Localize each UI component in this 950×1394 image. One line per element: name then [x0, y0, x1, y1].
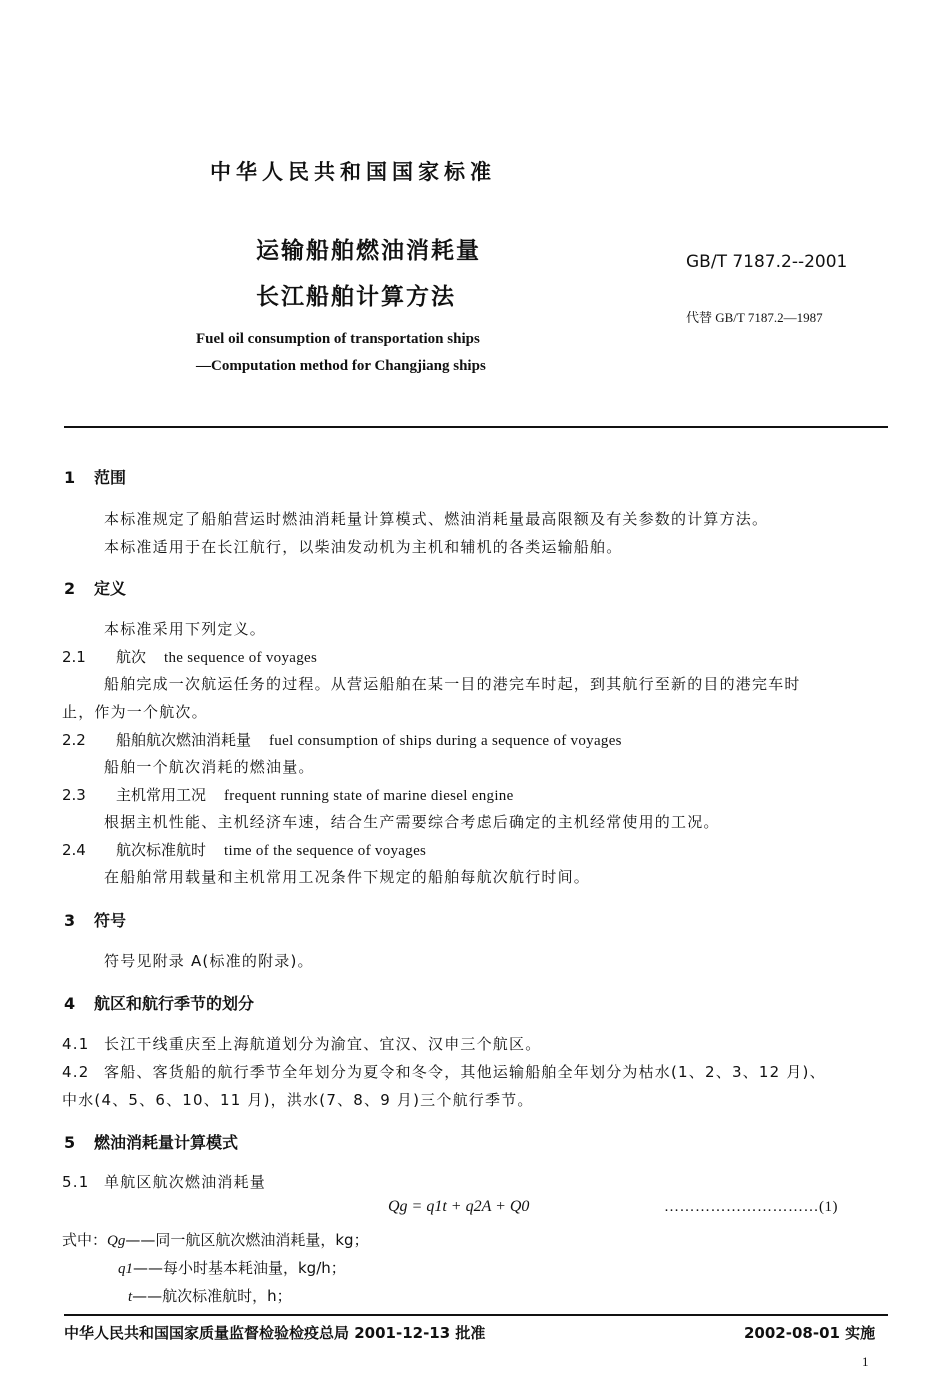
clause-number: 2.2: [62, 731, 86, 749]
footer-divider: [64, 1314, 888, 1316]
replaces-note: 代替 GB/T 7187.2—1987: [686, 310, 823, 325]
paragraph: 符号见附录 A(标准的附录)。: [104, 952, 314, 970]
term-english: frequent running state of marine diesel engine: [224, 788, 514, 804]
variable-symbol: Qg: [107, 1233, 126, 1249]
definition-2-1: [62, 646, 317, 667]
effective-date: 2002-08-01 实施: [744, 1324, 876, 1342]
definition-2-3: [62, 784, 514, 805]
section-5-heading: [64, 1130, 238, 1153]
term-english: time of the sequence of voyages: [224, 843, 427, 859]
page-number: 1: [862, 1354, 869, 1369]
section-number: 2: [64, 579, 76, 598]
clause-text: 单航区航次燃油消耗量: [104, 1173, 267, 1191]
variable-description: ——同一航区航次燃油消耗量，kg；: [125, 1231, 369, 1249]
clause-4-1: [62, 1033, 541, 1054]
definition-2-2: [62, 729, 622, 750]
standard-code: GB/T 7187.2--2001: [686, 252, 848, 272]
header-divider: [64, 426, 888, 428]
section-title: 燃油消耗量计算模式: [94, 1133, 239, 1152]
title-line-1: 运输船舶燃油消耗量: [256, 238, 481, 264]
section-number: 1: [64, 468, 76, 487]
paragraph: 在船舶常用载量和主机常用工况条件下规定的船舶每航次航行时间。: [104, 868, 591, 886]
section-1-heading: [64, 465, 126, 488]
term: 主机常用工况: [116, 786, 207, 804]
term: 船舶航次燃油消耗量: [116, 731, 252, 749]
clause-text: 客船、客货船的航行季节全年划分为夏令和冬令，其他运输船舶全年划分为枯水(1、2、3、12 月)、: [104, 1063, 826, 1081]
clause-number: 5.1: [62, 1173, 90, 1191]
section-number: 4: [64, 994, 76, 1013]
variable-description: ——航次标准航时，h；: [132, 1287, 292, 1305]
variable-symbol: q1: [118, 1261, 133, 1277]
section-title: 航区和航行季节的划分: [94, 994, 255, 1013]
clause-number: 2.4: [62, 841, 86, 859]
section-2-heading: [64, 576, 126, 599]
national-standard-heading: 中华人民共和国国家标准: [210, 160, 496, 184]
formula-number: …………………………(1): [664, 1199, 838, 1215]
section-number: 3: [64, 911, 76, 930]
paragraph: 止，作为一个航次。: [62, 703, 208, 721]
paragraph: 本标准适用于在长江航行，以柴油发动机为主机和辅机的各类运输船舶。: [104, 538, 623, 556]
paragraph: 船舶一个航次消耗的燃油量。: [104, 758, 315, 776]
clause-number: 4.2: [62, 1063, 90, 1081]
paragraph: 本标准采用下列定义。: [104, 620, 267, 638]
paragraph: 船舶完成一次航运任务的过程。从营运船舶在某一目的港完车时起，到其航行至新的目的港完车时: [104, 675, 801, 693]
term-english: the sequence of voyages: [164, 650, 318, 666]
term: 航次: [116, 648, 147, 666]
where-line-3: [128, 1285, 292, 1306]
title-line-2: 长江船舶计算方法: [256, 284, 456, 310]
paragraph: 根据主机性能、主机经济车速，结合生产需要综合考虑后确定的主机经常使用的工况。: [104, 813, 720, 831]
section-title: 符号: [94, 911, 127, 930]
where-line-2: [118, 1257, 346, 1278]
term: 航次标准航时: [116, 841, 207, 859]
paragraph: 本标准规定了船舶营运时燃油消耗量计算模式、燃油消耗量最高限额及有关参数的计算方法。: [104, 510, 769, 528]
clause-number: 4.1: [62, 1035, 90, 1053]
section-title: 范围: [94, 468, 127, 487]
section-3-heading: [64, 908, 126, 931]
variable-description: ——每小时基本耗油量，kg/h；: [133, 1259, 346, 1277]
section-4-heading: [64, 991, 254, 1014]
clause-number: 2.3: [62, 786, 86, 804]
english-title-line-1: Fuel oil consumption of transportation ships: [196, 331, 480, 347]
paragraph: 中水(4、5、6、10、11 月)，洪水(7、8、9 月)三个航行季节。: [62, 1091, 534, 1109]
clause-text: 长江干线重庆至上海航道划分为渝宜、宜汉、汉申三个航区。: [104, 1035, 542, 1053]
term-english: fuel consumption of ships during a sequence of voyages: [269, 733, 622, 749]
issuer-approval: 中华人民共和国国家质量监督检验检疫总局 2001-12-13 批准: [64, 1324, 486, 1342]
definition-2-4: [62, 839, 426, 860]
formula-1: Qg = q1t + q2A + Q0: [388, 1198, 530, 1215]
clause-4-2: [62, 1061, 826, 1082]
section-number: 5: [64, 1133, 76, 1152]
clause-5-1: [62, 1171, 266, 1192]
english-title-line-2: —Computation method for Changjiang ships: [196, 358, 486, 374]
where-line-1: [62, 1229, 369, 1250]
clause-number: 2.1: [62, 648, 86, 666]
where-label: 式中：: [62, 1231, 108, 1249]
variable-symbol: t: [128, 1289, 133, 1305]
section-title: 定义: [94, 579, 127, 598]
